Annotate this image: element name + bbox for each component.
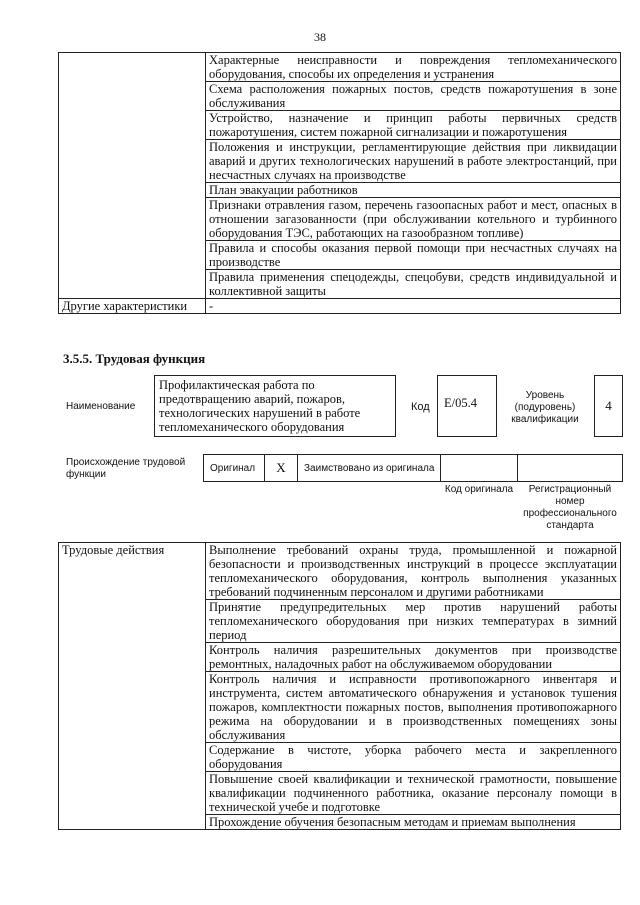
original-code-cell <box>440 454 518 482</box>
other-label: Другие характеристики <box>59 299 206 314</box>
knowledge-item: Схема расположения пожарных постов, средств пожаротушения в зоне обслуживания <box>206 82 621 111</box>
function-code: E/05.4 <box>437 375 497 437</box>
code-label: Код <box>411 401 430 413</box>
origin-row <box>203 454 623 482</box>
borrowed-label: Заимствовано из оригинала <box>304 463 435 474</box>
function-name: Профилактическая работа по предотвращению аварий, пожаров, технологических нарушений в работе тепломеханического оборудования <box>154 375 396 437</box>
knowledge-item: Правила применения спецодежды, спецобуви, средств индивидуальной и коллективной защиты <box>206 270 621 299</box>
code-caption: Код оригинала <box>444 484 514 495</box>
name-label: Наименование <box>66 401 136 412</box>
reg-caption: Регистрационный номер профессионального стандарта <box>523 484 617 531</box>
labor-action-item: Прохождение обучения безопасным методам и приемам выполнения <box>206 815 621 830</box>
labor-action-item: Выполнение требований охраны труда, промышленной и пожарной безопасности и производственных инструкций в процессе эксплуатации тепломеханического оборудования, контроль выполнения указанных требований подчиненным персоналом и другими работниками <box>206 543 621 600</box>
knowledge-item: Положения и инструкции, регламентирующие действия при ликвидации аварий и других технологических нарушений в работе электростанций, при несчастных случаях на производстве <box>206 140 621 183</box>
original-mark: X <box>264 454 298 482</box>
qualification-level: 4 <box>594 375 623 437</box>
labor-action-item: Содержание в чистоте, уборка рабочего места и закрепленного оборудования <box>206 743 621 772</box>
labor-actions-table <box>58 542 621 830</box>
page-number: 38 <box>314 30 326 44</box>
knowledge-item: Характерные неисправности и повреждения тепломеханического оборудования, способы их определения и устранения <box>206 53 621 82</box>
knowledge-row <box>59 53 621 82</box>
labor-action-row <box>59 543 621 600</box>
original-label: Оригинал <box>210 463 256 474</box>
knowledge-item: Правила и способы оказания первой помощи при несчастных случаях на производстве <box>206 241 621 270</box>
original-cell <box>203 454 265 482</box>
reg-number-cell <box>517 454 623 482</box>
section-title: 3.5.5. Трудовая функция <box>63 351 206 366</box>
labor-actions-label: Трудовые действия <box>59 543 206 830</box>
knowledge-item: Признаки отравления газом, перечень газоопасных работ и мест, опасных в отношении загазованности (при обслуживании котельного и турбинного оборудования ТЭС, работающих на газообразном топливе) <box>206 198 621 241</box>
knowledge-table <box>58 52 621 314</box>
level-label: Уровень (подуровень) квалификации <box>511 390 579 425</box>
knowledge-item: Устройство, назначение и принцип работы первичных средств пожаротушения, систем пожарной сигнализации и пожаротушения <box>206 111 621 140</box>
other-row <box>59 299 621 314</box>
knowledge-item: План эвакуации работников <box>206 183 621 198</box>
knowledge-label-cell <box>59 53 206 299</box>
labor-action-item: Повышение своей квалификации и технической грамотности, повышение квалификации подчиненного работника, оказание персоналу помощи в технической учебе и подготовке <box>206 772 621 815</box>
labor-action-item: Контроль наличия разрешительных документов при производстве ремонтных, наладочных работ на обслуживаемом оборудовании <box>206 643 621 672</box>
origin-label: Происхождение трудовой функции <box>66 457 186 480</box>
other-value: - <box>206 299 621 314</box>
labor-action-item: Контроль наличия и исправности противопожарного инвентаря и инструмента, систем автоматического обнаружения и установок тушения пожаров, комплектности пожарных постов, выполнения противопожарного режима на оборудовании и в производственных помещениях зоны обслуживания <box>206 672 621 743</box>
borrowed-cell <box>297 454 441 482</box>
labor-action-item: Принятие предупредительных мер против нарушений работы тепломеханического оборудования при низких температурах в зимний период <box>206 600 621 643</box>
